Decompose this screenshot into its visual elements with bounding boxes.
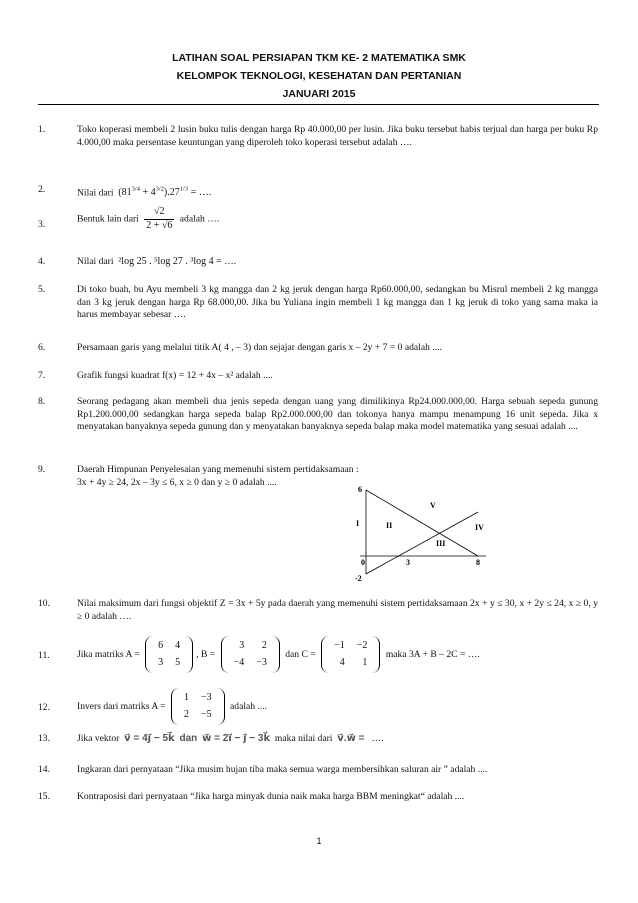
text: + 4: [142, 187, 156, 199]
text: ).27: [163, 187, 180, 199]
question-number: 5.: [38, 284, 46, 295]
region-label: IV: [475, 523, 484, 532]
question-number: 8.: [38, 396, 46, 407]
question-text: [77, 206, 598, 232]
numerator: √2: [144, 206, 174, 220]
exponent: 3/2: [155, 186, 164, 193]
question-text: Kontraposisi dari pernyataan “Jika harga minyak dunia naik maka harga BBM meningkat“ adalah ....: [77, 791, 465, 802]
question-number: 3.: [38, 219, 46, 230]
region-label: V: [430, 501, 436, 510]
question-number: 7.: [38, 370, 46, 381]
question-number: 6.: [38, 342, 46, 353]
x-tick-label: 8: [476, 558, 480, 567]
question-text: Nilai maksimum dari fungsi objektif Z = 3x + 5y pada daerah yang memenuhi sistem pertidaksamaan 2x + y ≤ 30, x + 2y ≤ 24, x ≥ 0, y ≥ 0 adalah ….: [77, 598, 598, 622]
question-text: [77, 636, 598, 673]
question-number: 11.: [38, 650, 50, 661]
text: dan C =: [285, 648, 316, 660]
vector-v: v⃗ = 4j⃗ − 5k⃗: [124, 733, 175, 744]
question-number: 4.: [38, 256, 46, 267]
matrix-cell: 2: [261, 640, 267, 651]
text: Jika vektor: [77, 733, 120, 744]
dot-product: v⃗.w⃗ =: [337, 733, 365, 744]
matrix-cell: −4: [233, 656, 245, 668]
line-3x-4y-24: [366, 490, 478, 556]
text: Jika matriks: [77, 648, 124, 660]
denominator: 2 + √6: [146, 219, 173, 231]
text: Bentuk lain dari: [77, 213, 139, 225]
text: ….: [371, 733, 384, 744]
question-text: [77, 184, 598, 200]
expression: ²log 25 . ⁵log 27 . ³log 4 =: [118, 256, 222, 267]
question-text: [77, 464, 598, 489]
matrix-cell: −2: [356, 640, 368, 651]
question-text: Grafik fungsi kuadrat f(x) = 12 + 4x – x² adalah ....: [77, 370, 273, 381]
question-number: 1.: [38, 124, 46, 135]
header-line-2: KELOMPOK TEKNOLOGI, KESEHATAN DAN PERTANIAN: [176, 70, 462, 82]
question-text: Di toko buah, bu Ayu membeli 3 kg mangga dan 2 kg jeruk dengan harga Rp60.000,00, sedangkan bu Misrul membeli 2 kg mangga dan 3 kg jeruk dengan harga Rp 68.000,00. Jika bu Yuliana ingin membeli 1 kg mangga dan 1 kg jeruk di toko yang sama maka ia harus membayar sebesar ….: [77, 284, 598, 321]
text: , B =: [196, 648, 216, 660]
matrix-cell: −3: [200, 692, 212, 703]
origin-label: 0: [361, 558, 365, 567]
text: maka nilai dari: [274, 733, 333, 744]
matrix-cell: 6: [158, 640, 164, 651]
text: dan: [179, 733, 198, 744]
vector-w: w⃗ = 2i⃗ − j⃗ − 3k⃗: [202, 733, 271, 744]
matrix-cell: 1: [362, 656, 368, 668]
matrix-b: [221, 636, 280, 673]
region-label: II: [386, 521, 393, 530]
matrix-cell: 3: [239, 640, 245, 651]
matrix-a: [145, 636, 193, 673]
question-text: Persamaan garis yang melalui titik A( 4 , – 3) dan sejajar dengan garis x – 2y + 7 = 0 adalah ....: [77, 342, 442, 353]
matrix-cell: 2: [183, 708, 189, 720]
text: maka 3A + B – 2C = ….: [385, 648, 480, 660]
fraction: [144, 206, 174, 232]
text: Invers dari matriks: [77, 700, 150, 712]
region-label: I: [356, 519, 360, 528]
question-number: 13.: [38, 733, 50, 744]
matrix-cell: 3: [158, 656, 164, 668]
text-line: Daerah Himpunan Penyelesaian yang memenuhi sistem pertidaksamaan :: [77, 464, 359, 475]
question-number: 10.: [38, 598, 50, 609]
matrix-cell: 4: [339, 656, 345, 668]
text: Nilai dari: [77, 187, 114, 199]
matrix-cell: 1: [183, 692, 189, 703]
header-line-3: JANUARI 2015: [282, 88, 356, 100]
question-number: 2.: [38, 184, 46, 195]
text-line: 3x + 4y ≥ 24, 2x – 3y ≤ 6, x ≥ 0 dan y ≥ 0 adalah ....: [77, 476, 277, 488]
y-tick-label: -2: [355, 574, 362, 582]
line-2x-3y-6: [366, 512, 478, 574]
text: ….: [224, 256, 237, 267]
y-tick-label: 6: [358, 485, 362, 494]
question-text: [77, 688, 598, 725]
question-text: Seorang pedagang akan membeli dua jenis sepeda dengan uang yang dimilikinya Rp24.000.000,00. Harga sebuah sepeda gunung Rp1.200.000,00 sedangkan harga sepeda balap Rp2.000.000,00 dan tokonya hanya mampu menampung 16 unit sepeda. Jika x menyatakan banyaknya sepeda gunung dan y menyatakan banyaknya sepeda balap maka model matematika yang sesuai adalah ....: [77, 396, 598, 433]
question-text: Ingkaran dari pernyataan “Jika musim hujan tiba maka semua warga membersihkan saluran air ” adalah ....: [77, 764, 488, 775]
question-number: 15.: [38, 791, 50, 802]
exponent: 1/3: [179, 186, 189, 193]
question-text: [77, 256, 598, 269]
header-divider: [38, 104, 599, 105]
matrix-c: [321, 636, 380, 673]
text: A =: [125, 648, 140, 660]
text: adalah ….: [179, 213, 220, 225]
question-number: 9.: [38, 464, 46, 475]
text: adalah ....: [230, 700, 268, 712]
matrix-cell: −3: [256, 656, 267, 668]
expression: [118, 187, 211, 198]
question-text: [77, 733, 598, 746]
question-number: 12.: [38, 702, 50, 713]
exponent: 3/4: [131, 186, 140, 193]
x-tick-label: 3: [406, 558, 410, 567]
region-label: III: [436, 539, 446, 548]
matrix-cell: 5: [175, 656, 181, 668]
region-graph: [346, 482, 496, 582]
text: (81: [118, 187, 132, 199]
text: A =: [151, 700, 166, 712]
question-text: Toko koperasi membeli 2 lusin buku tulis dengan harga Rp 40.000,00 per lusin. Jika buku tersebut habis terjual dan harga per buku Rp 4.000,00 maka persentase keuntungan yang diperoleh toko koperasi tersebut adalah ….: [77, 124, 598, 148]
header-line-1: LATIHAN SOAL PERSIAPAN TKM KE- 2 MATEMATIKA SMK: [172, 52, 466, 64]
text: = ….: [190, 187, 212, 199]
matrix-cell: 4: [175, 640, 181, 651]
matrix-cell: −1: [334, 640, 345, 651]
text: Nilai dari: [77, 256, 114, 267]
matrix-a: [171, 688, 225, 725]
page-number: 1: [316, 836, 322, 846]
matrix-cell: −5: [200, 708, 212, 720]
question-number: 14.: [38, 764, 50, 775]
